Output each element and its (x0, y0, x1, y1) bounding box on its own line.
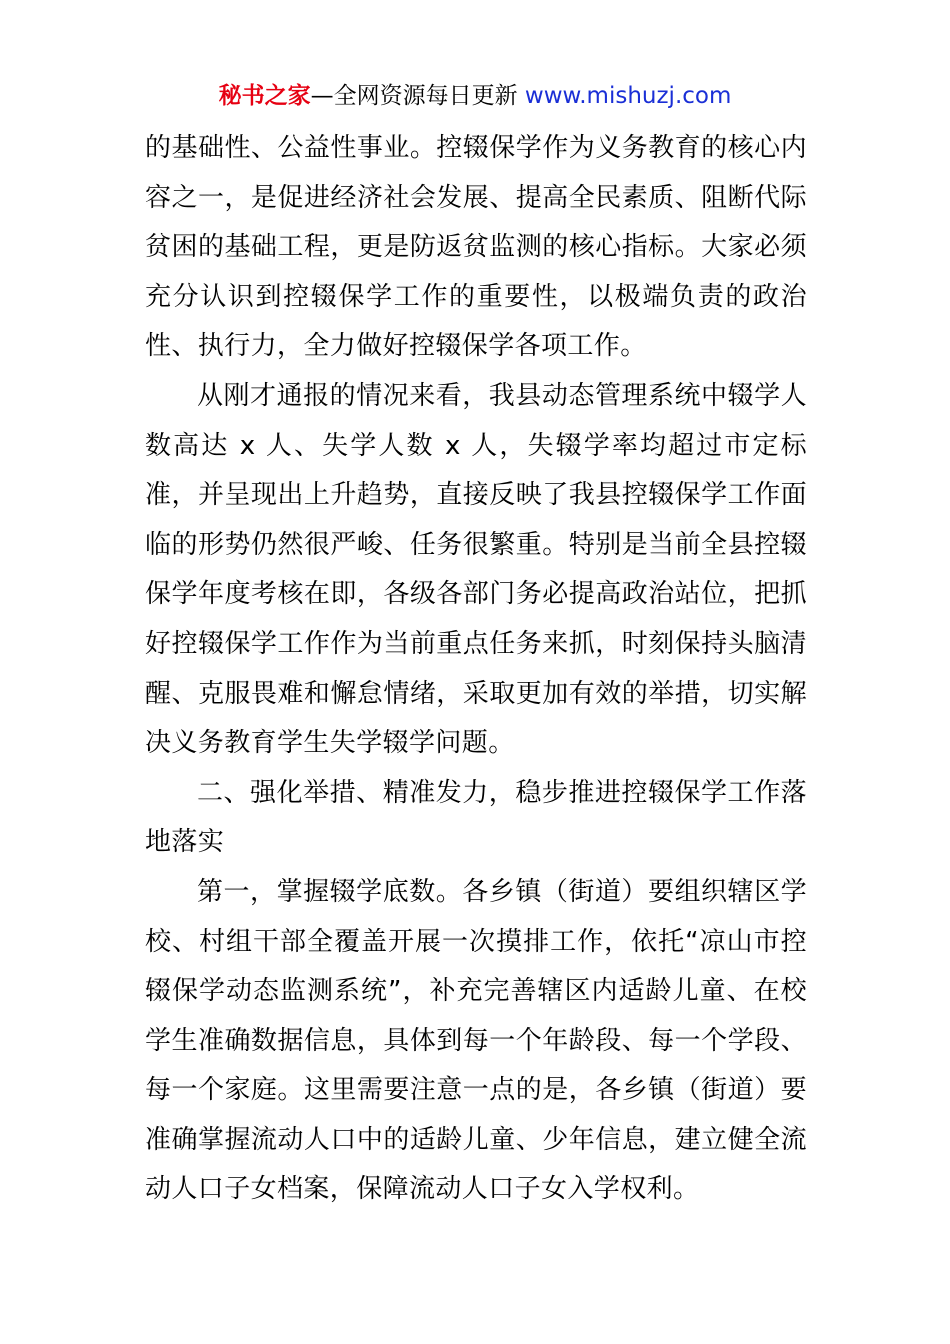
site-url[interactable]: www.mishuzj.com (524, 83, 732, 109)
site-tagline: —全网资源每日更新 (310, 83, 525, 109)
site-brand: 秘书之家 (218, 83, 311, 109)
paragraph-2: 从刚才通报的情况来看，我县动态管理系统中辍学人数高达 x 人、失学人数 x 人，失辍学率均超过市定标准，并呈现出上升趋势，直接反映了我县控辍保学工作面临的形势仍然很严峻、任务很繁重。特别是当前全县控辍保学年度考核在即，各级各部门务必提高政治站位，把抓好控辍保学工作作为当前重点任务来抓，时刻保持头脑清醒、克服畏难和懈怠情绪，采取更加有效的举措，切实解决义务教育学生失学辍学问题。 (145, 380, 807, 759)
paragraph-3: 第一，掌握辍学底数。各乡镇（街道）要组织辖区学校、村组干部全覆盖开展一次摸排工作，依托“凉山市控辍保学动态监测系统”，补充完善辖区内适龄儿童、在校学生准确数据信息，具体到每一个年龄段、每一个学段、每一个家庭。这里需要注意一点的是，各乡镇（街道）要准确掌握流动人口中的适龄儿童、少年信息，建立健全流动人口子女档案，保障流动人口子女入学权利。 (145, 876, 807, 1205)
site-header (0, 80, 950, 112)
paragraph-1: 的基础性、公益性事业。控辍保学作为义务教育的核心内容之一，是促进经济社会发展、提高全民素质、阻断代际贫困的基础工程，更是防返贫监测的核心指标。大家必须充分认识到控辍保学工作的重要性，以极端负责的政治性、执行力，全力做好控辍保学各项工作。 (145, 133, 807, 362)
section-heading: 二、强化举措、精准发力，稳步推进控辍保学工作落地落实 (145, 777, 807, 858)
document-body (145, 124, 807, 1215)
